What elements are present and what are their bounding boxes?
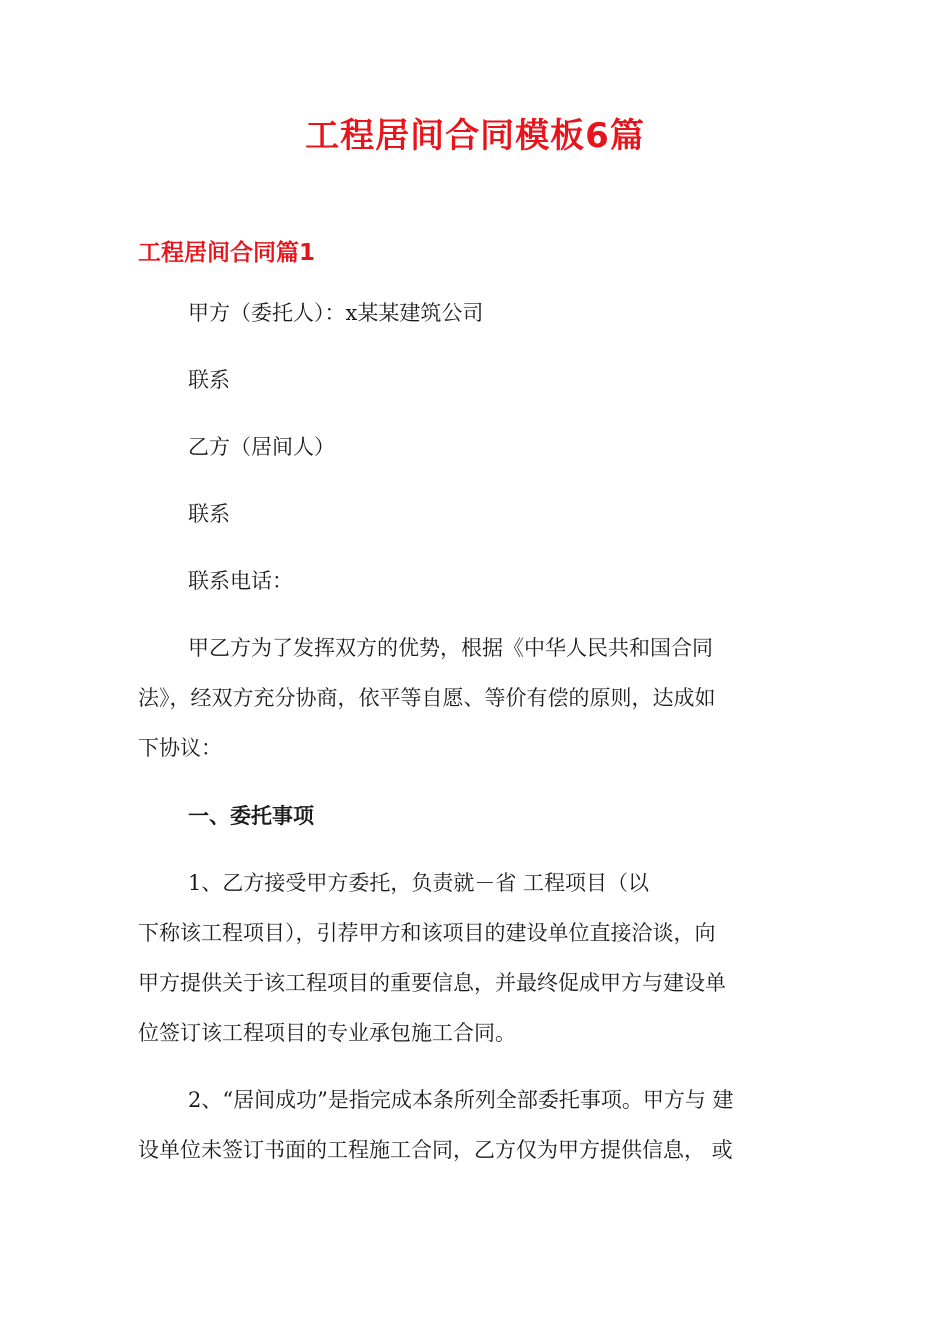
article-heading: 一、委托事项 [188, 804, 314, 828]
clause-line: 2、“居间成功”是指完成本条所列全部委托事项。甲方与 建 [188, 1088, 734, 1112]
clause-line: 甲方提供关于该工程项目的重要信息，并最终促成甲方与建设单 [138, 971, 726, 995]
clause-line: 设单位未签订书面的工程施工合同，乙方仅为甲方提供信息， 或 [138, 1138, 733, 1162]
clause-line: 1、乙方接受甲方委托，负责就－省 工程项目（以 [188, 871, 650, 895]
clause-line: 位签订该工程项目的专业承包施工合同。 [138, 1021, 516, 1045]
preamble-line: 法》，经双方充分协商，依平等自愿、等价有偿的原则，达成如 [138, 686, 716, 710]
contact-line-1: 联系 [188, 368, 230, 392]
contact-line-2: 联系 [188, 502, 230, 526]
clause-line: 下称该工程项目），引荐甲方和该项目的建设单位直接洽谈，向 [138, 921, 716, 945]
party-a-line: 甲方（委托人）：x某某建筑公司 [188, 301, 484, 325]
phone-line: 联系电话： [188, 569, 293, 593]
preamble-line: 甲乙方为了发挥双方的优势，根据《中华人民共和国合同 [188, 636, 713, 660]
section-heading: 工程居间合同篇1 [138, 240, 316, 266]
document-title: 工程居间合同模板6篇 [305, 116, 645, 156]
party-b-line: 乙方（居间人） [188, 435, 335, 459]
preamble-line: 下协议： [138, 736, 222, 760]
